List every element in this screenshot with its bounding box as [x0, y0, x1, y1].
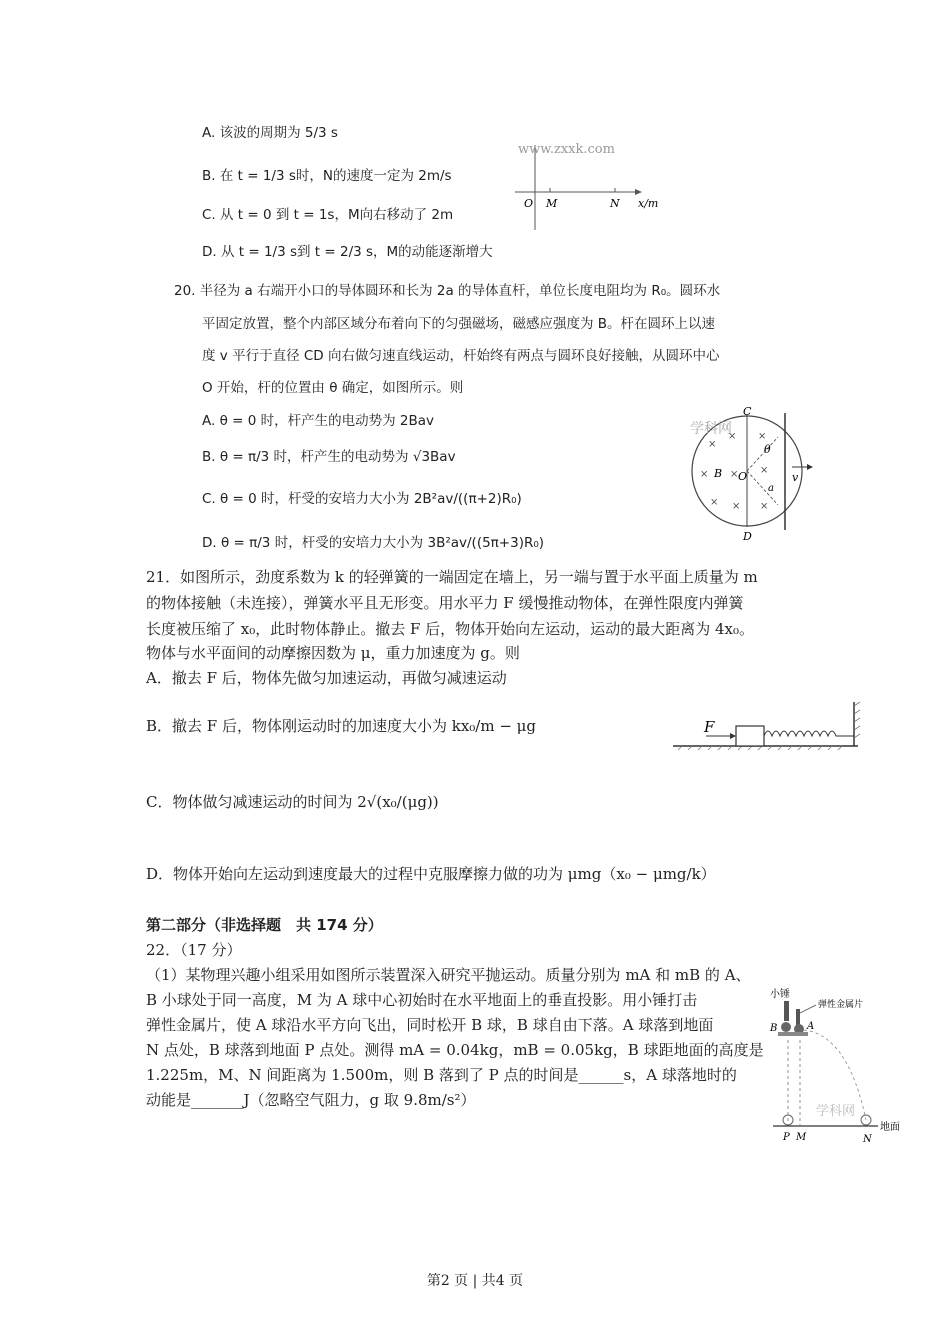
q22-label-p: P [783, 1132, 790, 1143]
q22-label-metal-sheet: 弹性金属片 [818, 1000, 864, 1010]
svg-text:×: × [760, 501, 769, 512]
q19-label-n: N [610, 197, 620, 210]
q22-label-n: N [863, 1134, 872, 1145]
q21-label-f: F [704, 718, 715, 736]
q22-body-line-4: N 点处，B 球落到地面 P 点处。测得 mA = 0.04kg，mB = 0.05kg，B 球距地面的高度是 [146, 1041, 764, 1059]
q19-label-o: O [524, 197, 534, 210]
svg-text:×: × [700, 469, 709, 480]
svg-text:×: × [728, 431, 737, 442]
q22-label-ground: 地面 [880, 1122, 900, 1133]
q21-stem-line-1: 21．如图所示，劲度系数为 k 的轻弹簧的一端固定在墙上，另一端与置于水平面上质量为 m [146, 568, 758, 586]
q19-option-a: A. 该波的周期为 5/3 s [202, 125, 338, 141]
q21-spring-figure [668, 694, 868, 754]
q20-option-a: A. θ = 0 时，杆产生的电动势为 2Bav [202, 413, 435, 429]
q21-option-d: D．物体开始向左运动到速度最大的过程中克服摩擦力做的功为 μmg（x₀ − μmg/k） [146, 865, 716, 883]
q19-option-d: D. 从 t = 1/3 s到 t = 2/3 s，M的动能逐渐增大 [202, 244, 493, 260]
svg-text:×: × [730, 469, 739, 480]
q20-label-b: B [714, 467, 723, 480]
q22-body-line-1: （1）某物理兴趣小组采用如图所示装置深入研究平抛运动。质量分别为 mA 和 mB 的 A、 [146, 966, 751, 984]
svg-text:×: × [760, 465, 769, 476]
q19-wave-figure [510, 135, 670, 235]
q22-body-line-5: 1.225m，M、N 间距离为 1.500m，则 B 落到了 P 点的时间是______s，A 球落地时的 [146, 1066, 737, 1084]
q21-option-c: C．物体做匀减速运动的时间为 2√(x₀/(μg)) [146, 793, 439, 811]
q22-label-a: A [807, 1021, 815, 1032]
q20-label-v: v [792, 471, 799, 484]
q21-stem-line-4: 物体与水平面间的动摩擦因数为 μ，重力加速度为 g。则 [146, 644, 520, 662]
q20-stem-line-1: 20. 半径为 a 右端开小口的导体圆环和长为 2a 的导体直杆，单位长度电阻均为 R₀。圆环水 [174, 283, 721, 299]
page-footer: 第2 页 | 共4 页 [426, 1273, 524, 1289]
q22-label-m: M [796, 1132, 807, 1143]
q21-stem-line-3: 长度被压缩了 x₀，此时物体静止。撤去 F 后，物体开始向左运动，运动的最大距离为 4x₀。 [146, 620, 754, 638]
q22-body-line-3: 弹性金属片，使 A 球沿水平方向飞出，同时松开 B 球，B 球自由下落。A 球落到地面 [146, 1016, 714, 1034]
q20-label-c: C [743, 405, 752, 418]
q19-option-b: B. 在 t = 1/3 s时，N的速度一定为 2m/s [202, 168, 452, 184]
q20-option-b: B. θ = π/3 时，杆产生的电动势为 √3Bav [202, 449, 456, 465]
svg-text:×: × [710, 497, 719, 508]
q20-label-d: D [743, 530, 752, 543]
q20-stem-line-2: 平固定放置，整个内部区域分布着向下的匀强磁场，磁感应强度为 B。杆在圆环上以速 [202, 316, 716, 332]
q19-label-m: M [546, 197, 558, 210]
q20-label-a: a [768, 483, 774, 494]
section2-heading: 第二部分（非选择题 共 174 分） [146, 916, 383, 934]
q21-option-b: B．撤去 F 后，物体刚运动时的加速度大小为 kx₀/m − μg [146, 717, 537, 735]
q20-watermark: 学科网 [690, 421, 732, 437]
svg-text:×: × [758, 431, 767, 442]
q21-stem-line-2: 的物体接触（未连接），弹簧水平且无形变。用水平力 F 缓慢推动物体，在弹性限度内弹簧 [146, 594, 744, 612]
q20-option-c: C. θ = 0 时，杆受的安培力大小为 2B²av/((π+2)R₀) [202, 491, 522, 507]
q22-header: 22．（17 分） [146, 941, 242, 959]
q22-label-b: B [770, 1023, 778, 1034]
q20-stem-line-4: O 开始，杆的位置由 θ 确定，如图所示。则 [202, 380, 464, 396]
q22-body-line-2: B 小球处于同一高度，M 为 A 球中心初始时在水平地面上的垂直投影。用小锤打击 [146, 991, 698, 1009]
q20-ring-figure [680, 405, 815, 545]
q22-body-line-6: 动能是_______J（忽略空气阻力，g 取 9.8m/s²） [146, 1091, 476, 1109]
q19-watermark: www.zxxk.com [518, 142, 615, 157]
q22-label-hammer: 小锤 [770, 989, 790, 1000]
q19-label-x: x/m [638, 197, 659, 210]
svg-text:×: × [732, 501, 741, 512]
q22-watermark: 学科网 [816, 1104, 856, 1119]
q19-option-c: C. 从 t = 0 到 t = 1s，M向右移动了 2m [202, 207, 454, 223]
q20-stem-line-3: 度 v 平行于直径 CD 向右做匀速直线运动，杆始终有两点与圆环良好接触，从圆环中心 [202, 348, 720, 364]
q20-option-d: D. θ = π/3 时，杆受的安培力大小为 3B²av/((5π+3)R₀) [202, 535, 545, 551]
q22-projectile-figure [768, 985, 913, 1145]
q20-label-theta: θ [764, 443, 771, 456]
q20-label-o: O [738, 470, 748, 483]
svg-text:×: × [708, 439, 717, 450]
q21-option-a: A．撤去 F 后，物体先做匀加速运动，再做匀减速运动 [146, 669, 507, 687]
